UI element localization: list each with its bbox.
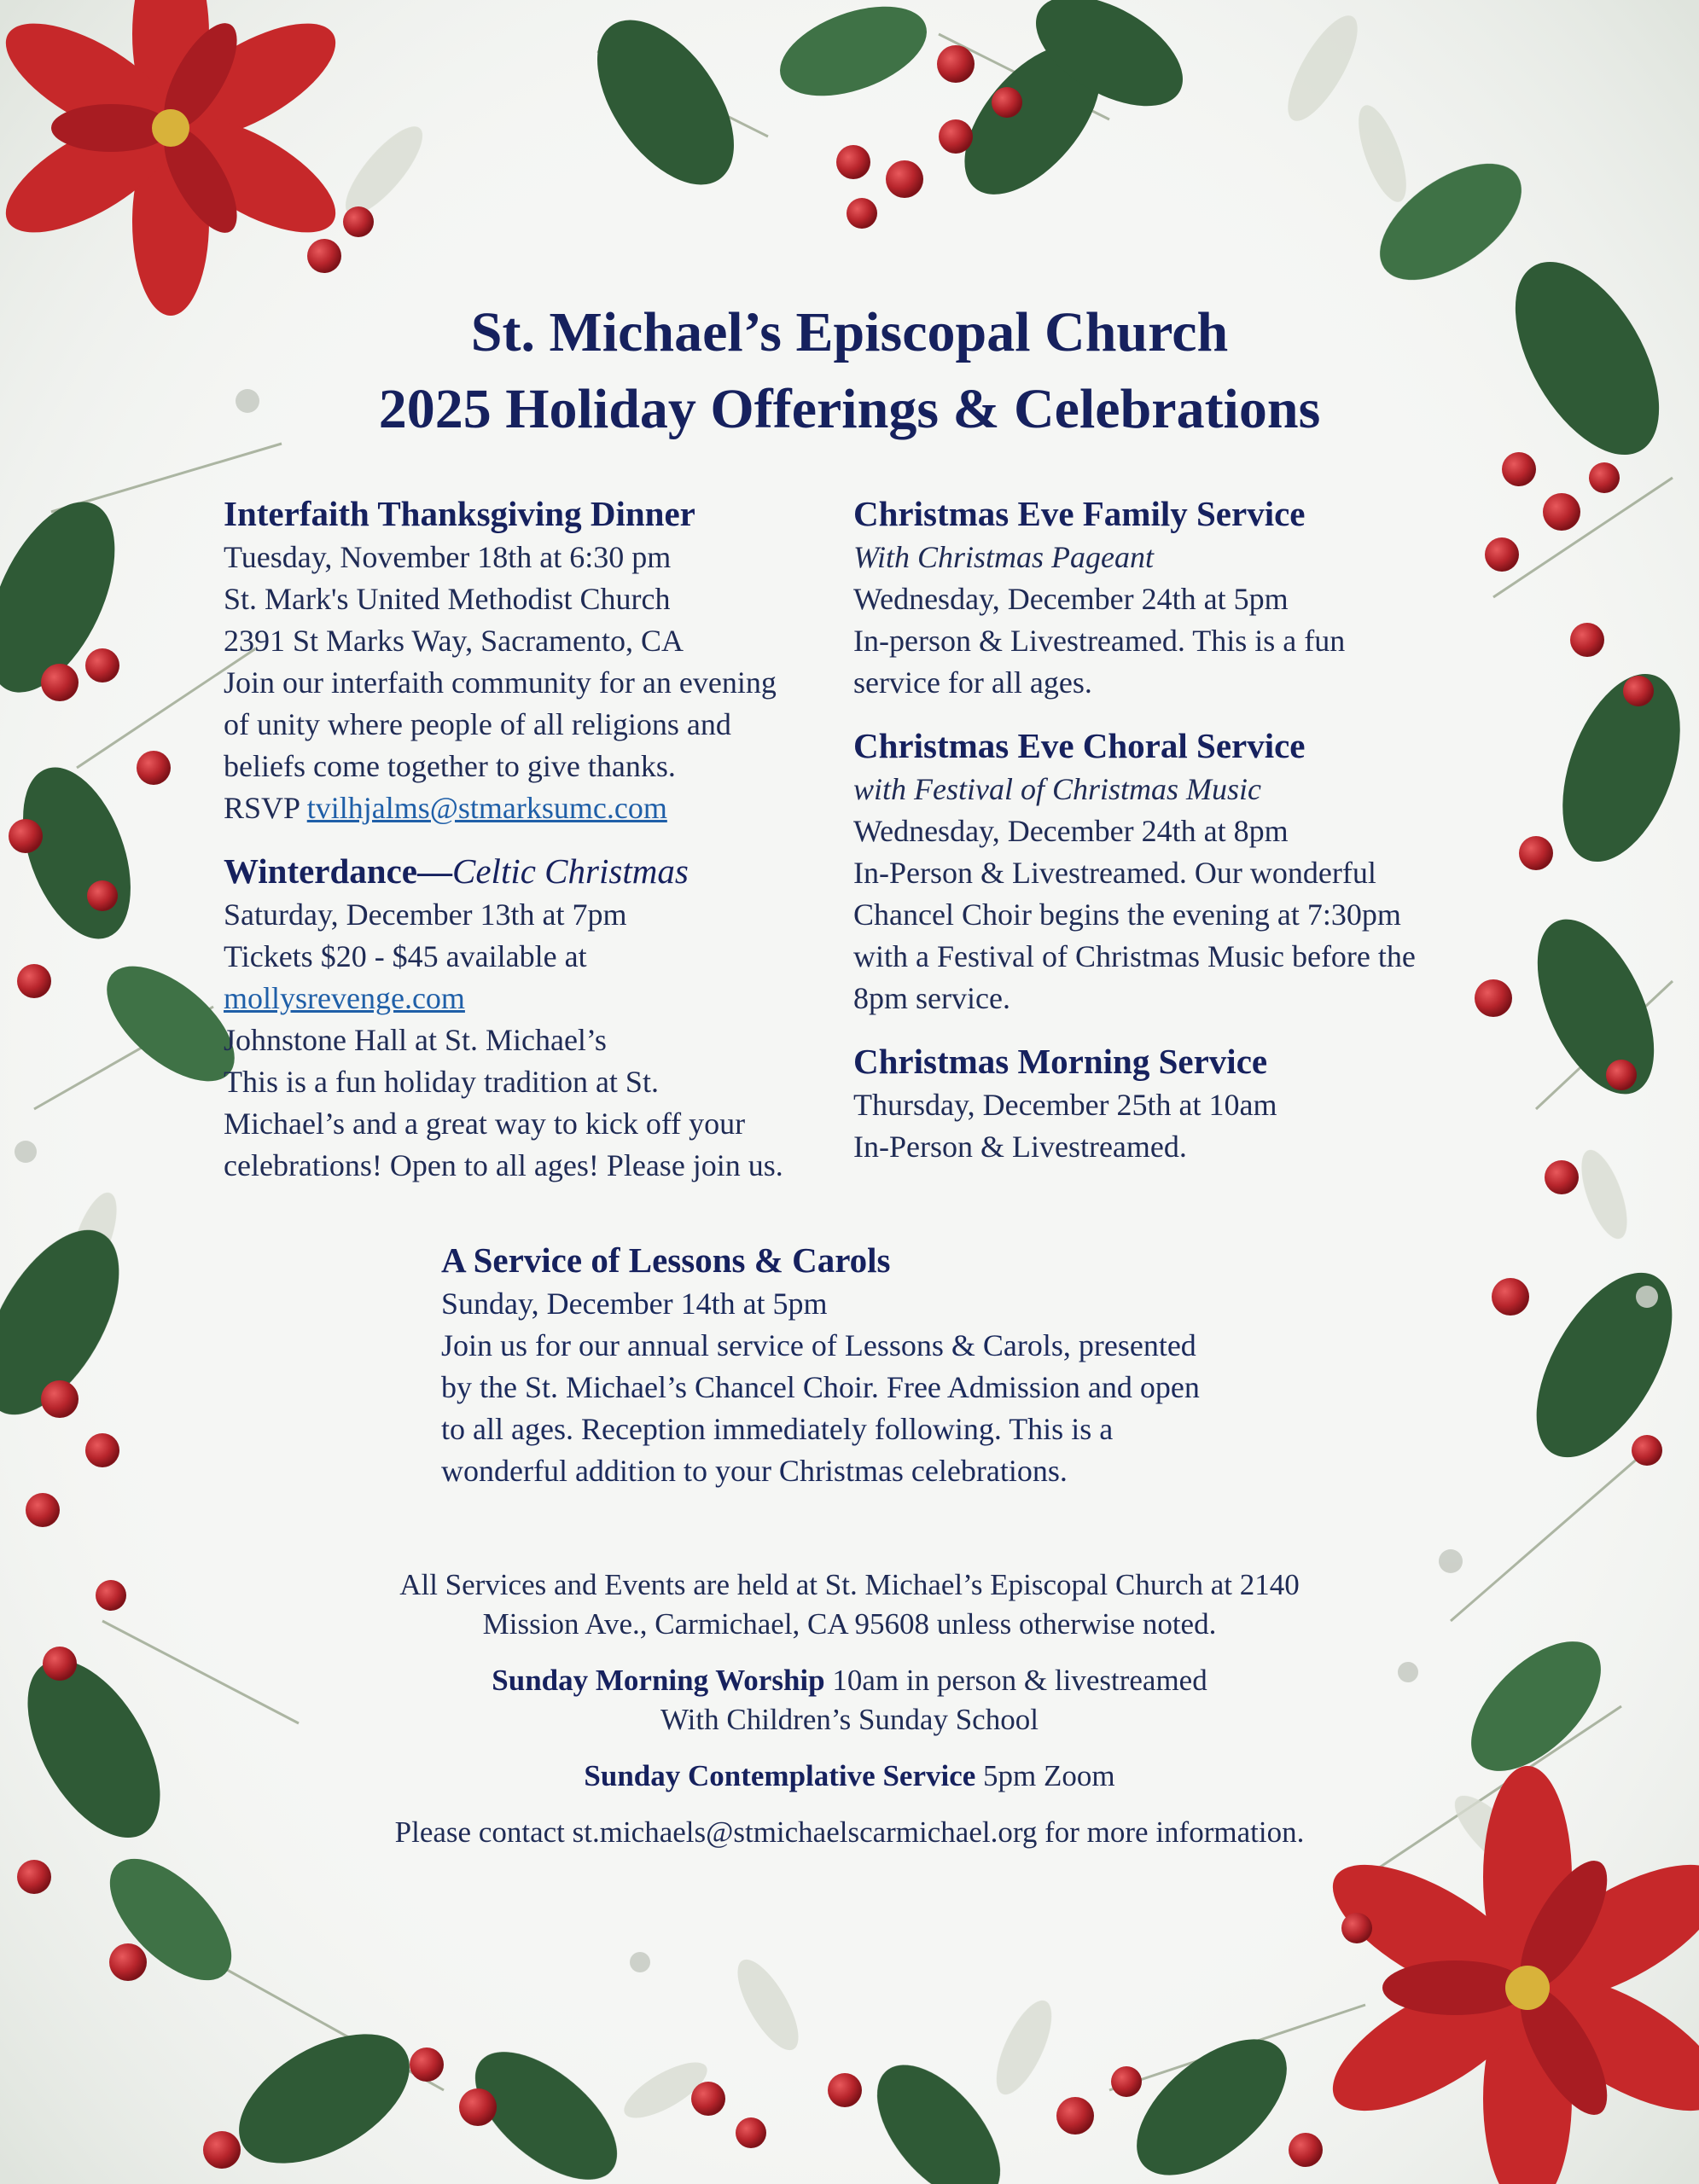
event-description: wonderful addition to your Christmas celebrations. [441, 1454, 1068, 1488]
event-subtitle: with Festival of Christmas Music [853, 772, 1262, 806]
worship-subline: With Children’s Sunday School [660, 1703, 1039, 1736]
event-description: celebrations! Open to all ages! Please join us. [224, 1148, 783, 1182]
contemplative-label: Sunday Contemplative Service [584, 1759, 976, 1792]
event-date: Tuesday, November 18th at 6:30 pm [224, 540, 672, 574]
event-date: Sunday, December 14th at 5pm [441, 1287, 828, 1321]
event-date: Saturday, December 13th at 7pm [224, 897, 627, 932]
location-line-1: All Services and Events are held at St. Michael’s Episcopal Church at 2140 [399, 1568, 1300, 1601]
event-title [224, 848, 838, 894]
event-christmas-morning [853, 1038, 1485, 1168]
rsvp-label: RSVP [224, 791, 307, 825]
event-venue: St. Mark's United Methodist Church [224, 582, 671, 616]
contemplative-note [256, 1757, 1443, 1796]
event-christmas-eve-family [853, 491, 1485, 704]
worship-time: 10am in person & livestreamed [824, 1664, 1207, 1697]
sunday-worship-note [256, 1661, 1443, 1740]
event-description: Chancel Choir begins the evening at 7:30pm [853, 897, 1401, 932]
event-description: beliefs come together to give thanks. [224, 749, 676, 783]
event-title: Christmas Eve Family Service [853, 494, 1306, 533]
event-date: Wednesday, December 24th at 5pm [853, 582, 1289, 616]
event-title: Interfaith Thanksgiving Dinner [224, 494, 695, 533]
event-description: Michael’s and a great way to kick off your [224, 1107, 746, 1141]
right-column [853, 491, 1485, 1187]
location-line-2: Mission Ave., Carmichael, CA 95608 unless otherwise noted. [482, 1607, 1217, 1641]
worship-label: Sunday Morning Worship [492, 1664, 825, 1697]
event-description: In-Person & Livestreamed. Our wonderful [853, 856, 1376, 890]
event-description: Join us for our annual service of Lessons & Carols, presented [441, 1328, 1196, 1362]
event-description: 8pm service. [853, 981, 1010, 1015]
event-description: service for all ages. [853, 665, 1092, 700]
footer-info [256, 1565, 1443, 1869]
rsvp-line [224, 787, 838, 829]
event-title-italic: Celtic Christmas [452, 851, 689, 891]
event-description: to all ages. Reception immediately following. This is a [441, 1412, 1114, 1446]
event-title-main: Winterdance— [224, 851, 453, 891]
event-title: A Service of Lessons & Carols [441, 1240, 891, 1280]
event-tickets: Tickets $20 - $45 available at [224, 939, 587, 973]
page-title [0, 294, 1699, 448]
contact-note: Please contact st.michaels@stmichaelscarmichael.org for more information. [394, 1815, 1305, 1849]
rsvp-email-link[interactable]: tvilhjalms@stmarksumc.com [306, 791, 667, 825]
event-lessons-and-carols [441, 1237, 1295, 1492]
event-description: In-person & Livestreamed. This is a fun [853, 624, 1346, 658]
event-date: Wednesday, December 24th at 8pm [853, 814, 1289, 848]
event-description: In-Person & Livestreamed. [853, 1130, 1187, 1164]
title-line-2: 2025 Holiday Offerings & Celebrations [378, 378, 1321, 440]
event-title: Christmas Eve Choral Service [853, 726, 1306, 765]
event-description: This is a fun holiday tradition at St. [224, 1065, 659, 1099]
event-description: of unity where people of all religions and [224, 707, 731, 741]
tickets-link[interactable]: mollysrevenge.com [224, 981, 465, 1015]
title-line-1: St. Michael’s Episcopal Church [470, 301, 1229, 363]
event-description: with a Festival of Christmas Music before the [853, 939, 1416, 973]
event-description: Join our interfaith community for an evening [224, 665, 777, 700]
left-column [224, 491, 838, 1205]
event-winterdance [224, 848, 838, 1187]
event-date: Thursday, December 25th at 10am [853, 1088, 1277, 1122]
event-title: Christmas Morning Service [853, 1042, 1268, 1081]
event-subtitle: With Christmas Pageant [853, 540, 1155, 574]
event-venue: Johnstone Hall at St. Michael’s [224, 1023, 607, 1057]
event-thanksgiving-dinner [224, 491, 838, 829]
event-address: 2391 St Marks Way, Sacramento, CA [224, 624, 684, 658]
event-christmas-eve-choral [853, 723, 1485, 1019]
contemplative-time: 5pm Zoom [975, 1759, 1115, 1792]
location-note [256, 1565, 1443, 1644]
event-description: by the St. Michael’s Chancel Choir. Free Admission and open [441, 1370, 1200, 1404]
